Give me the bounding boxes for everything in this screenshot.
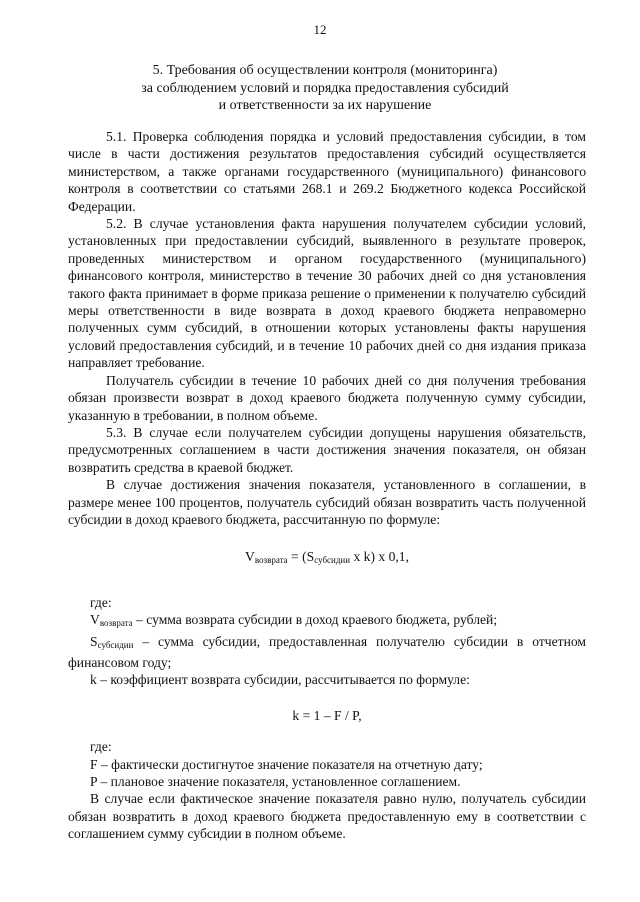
formula-return-amount xyxy=(68,548,586,569)
definition-s-text: – сумма субсидии, предоставленная получателю субсидии в отчетном финансовом году; xyxy=(68,633,586,670)
definition-s-symbol xyxy=(90,634,133,649)
definition-v xyxy=(68,611,586,632)
definition-v-subscript: возврата xyxy=(99,618,133,629)
paragraph-recipient-return: Получатель субсидии в течение 10 рабочих дней со дня получения требования обязан произвести возврат в доход краевого бюджета полученную сумму субсидии, указанную в требовании, в полном объеме. xyxy=(68,372,586,423)
definition-f: F – фактически достигнутое значение показателя на отчетную дату; xyxy=(90,756,483,772)
definition-v-letter: V xyxy=(90,612,100,628)
definition-v-text: – сумма возврата субсидии в доход краевого бюджета, рублей; xyxy=(132,612,498,628)
definition-s xyxy=(68,633,586,672)
paragraph-achievement: В случае достижения значения показателя, установленного в соглашении, в размере менее 100 процентов, получатель субсидий обязан возвратить часть полученной субсидии в доход краевого бюджета, рассчитанную по формуле: xyxy=(68,477,586,527)
formula-tail: x k) x 0,1, xyxy=(350,549,409,565)
formula-s-subscript: субсидии xyxy=(314,555,351,566)
formula-coefficient: k = 1 – F / P, xyxy=(292,707,362,723)
definition-v-symbol xyxy=(90,612,133,627)
section-title xyxy=(60,62,590,115)
paragraph-5-1: 5.1. Проверка соблюдения порядка и условий предоставления субсидии, в том числе в части достижения результатов предоставления субсидий осуществляется министерством, а также органами государственного (муниципального) финансового контроля в соответствии со статьями 268.1 и 269.2 Бюджетного кодекса Российской Федерации. xyxy=(68,129,586,214)
paragraph-zero-value: В случае если фактическое значение показателя равно нулю, получатель субсидии обязан возвратить в доход краевого бюджета предоставленную ему в соответствии с соглашением сумму субсидии в полном объеме. xyxy=(68,791,586,842)
where-label-2: где: xyxy=(90,739,112,755)
section-title-line-2: за соблюдением условий и порядка предоставления субсидий xyxy=(141,80,509,96)
definition-k: k – коэффициент возврата субсидии, рассчитывается по формуле: xyxy=(90,672,470,688)
document-body xyxy=(68,128,586,843)
formula-middle: = (S xyxy=(287,549,315,565)
definition-s-letter: S xyxy=(90,633,98,649)
section-title-line-3: и ответственности за их нарушение xyxy=(218,98,432,113)
definition-s-subscript: субсидии xyxy=(97,639,134,650)
page-number: 12 xyxy=(313,22,327,37)
section-title-line-1: 5. Требования об осуществлении контроля (мониторинга) xyxy=(152,63,498,78)
definition-p: P – плановое значение показателя, установленное соглашением. xyxy=(90,774,461,789)
formula-v-subscript: возврата xyxy=(254,555,288,566)
where-label-1: где: xyxy=(90,594,112,610)
formula-v-letter: V xyxy=(245,549,255,565)
paragraph-5-3: 5.3. В случае если получателем субсидии допущены нарушения обязательств, предусмотренных соглашением в части достижения значения показателя, он обязан возвратить средства в краевой бюджет. xyxy=(68,424,586,475)
paragraph-5-2: 5.2. В случае установления факта нарушения получателем субсидии условий, установленных при предоставлении субсидий, выявленного в результате проверок, проведенных министерством и органом государственного (муниципального) финансового контроля, министерство в течение 30 рабочих дней со дня установления такого факта принимает в форме приказа решение о применении к получателю субсидий меры ответственности в виде возврата в доход краевого бюджета неправомерно полученных сумм субсидий, в отношении которых установлены факты нарушения условий предоставления субсидий, и в течение 10 рабочих дней со дня издания приказа направляет требование. xyxy=(68,216,586,371)
